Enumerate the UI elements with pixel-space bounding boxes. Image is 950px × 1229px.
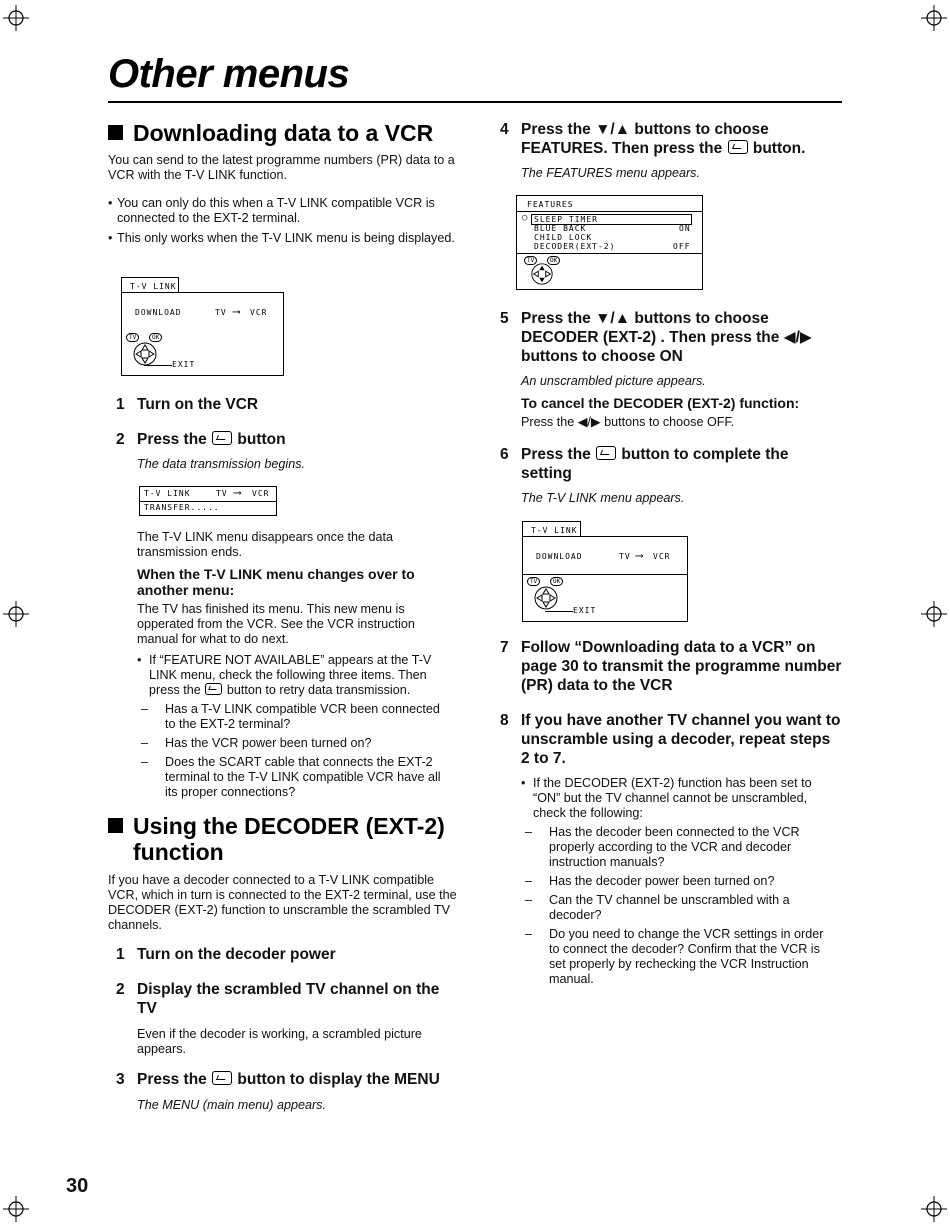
step-number: 2 — [116, 431, 125, 448]
intro-text: You can send to the latest programme numbers (PR) data to a VCR with the T-V LINK function. — [108, 153, 455, 182]
step-5-choose-decoder — [500, 309, 842, 366]
registration-mark — [921, 601, 947, 627]
bullet-item: • This only works when the T-V LINK menu is being displayed. — [108, 231, 458, 246]
from-label: TV — [216, 489, 228, 498]
step-text: Press the ▼/▲ buttons to choose FEATURES. Then press the — [521, 121, 769, 157]
step-6-complete-setting — [500, 445, 842, 483]
from-label: TV — [619, 552, 631, 561]
to-label: VCR — [250, 308, 268, 317]
square-bullet-icon — [108, 125, 123, 140]
step-7-follow-download — [500, 638, 842, 695]
registration-mark — [3, 5, 29, 31]
menu-body — [522, 526, 688, 622]
menu-item-sleep-timer: SLEEP TIMER — [534, 215, 598, 224]
tv-pill-icon: TV — [524, 256, 537, 265]
dpad-icon — [132, 341, 158, 367]
check-item: – Can the TV channel be unscrambled with a decoder? — [521, 893, 833, 923]
features-menu-screen — [516, 195, 703, 290]
check-item: – Has the decoder power been turned on? — [521, 874, 833, 889]
section-heading-decoder — [108, 813, 458, 865]
registration-mark — [921, 5, 947, 31]
feature-note — [137, 653, 451, 800]
title-divider — [108, 101, 842, 103]
dpad-icon — [533, 585, 559, 611]
step-3-display-menu — [116, 1070, 456, 1089]
bullet-item: • You can only do this when a T-V LINK compatible VCR is connected to the EXT-2 terminal. — [108, 196, 458, 226]
tv-link-menu-screen — [522, 521, 688, 622]
transfer-title: T-V LINK — [144, 489, 191, 498]
page-number: 30 — [66, 1175, 89, 1197]
note-text: button to retry data transmission. — [226, 683, 411, 697]
ok-button-icon — [728, 140, 748, 154]
cursor-icon: ○ — [522, 213, 529, 223]
bullet-list — [108, 196, 458, 246]
step-text: button — [237, 431, 286, 448]
step-1-turn-on-decoder — [116, 945, 456, 964]
step-text: Display the scrambled TV channel on the TV — [137, 981, 440, 1017]
decoder-intro: If you have a decoder connected to a T-V LINK compatible VCR, which in turn is connected to the EXT-2 terminal, use the DECODER (EXT-2) function to unscramble the scrambled TV channels. — [108, 873, 457, 932]
step-2-display-channel — [116, 980, 456, 1018]
menu-body — [121, 282, 284, 376]
arrow-right-icon: ⟶ — [234, 486, 242, 499]
check-item: – Do you need to change the VCR settings in order to connect the decoder? Confirm that the VCR is set properly by rechecking the VCR Instruction manual. — [521, 927, 833, 987]
check-item: – Has a T-V LINK compatible VCR been connected to the EXT-2 terminal? — [137, 702, 451, 732]
section-heading-text: Downloading data to a VCR — [133, 120, 434, 146]
step-number: 1 — [116, 396, 125, 413]
ok-pill-icon: OK — [550, 577, 563, 586]
arrow-right-icon: ⟶ — [233, 305, 241, 318]
menu-tab-label: T-V LINK — [531, 526, 578, 535]
transfer-end-text: The T-V LINK menu disappears once the data transmission ends. — [137, 530, 393, 559]
tv-pill-icon: TV — [527, 577, 540, 586]
tv-link-menu-screen — [121, 277, 284, 376]
step-number: 7 — [500, 639, 509, 656]
registration-mark — [921, 1196, 947, 1222]
step-4-choose-features — [500, 120, 842, 158]
step-note: The T-V LINK menu appears. — [521, 491, 685, 505]
step-text: button. — [752, 140, 806, 157]
section-heading-downloading — [108, 120, 458, 146]
note-text: If “FEATURE NOT AVAILABLE” appears at the T-V LINK menu, check the following three items. Then press the — [149, 653, 432, 697]
ok-pill-icon: OK — [149, 333, 162, 342]
registration-mark — [3, 1196, 29, 1222]
menu-item-child-lock: CHILD LOCK — [534, 233, 593, 242]
menu-item-value: OFF — [673, 242, 691, 251]
exit-label: EXIT — [172, 360, 196, 369]
ok-button-icon — [212, 431, 232, 445]
step-text: Press the — [137, 1071, 207, 1088]
step-number: 8 — [500, 712, 509, 729]
step-note: An unscrambled picture appears. — [521, 374, 706, 388]
step-2-press-button — [116, 430, 456, 449]
step-text: button to complete the setting — [521, 446, 789, 482]
check-item: – Has the VCR power been turned on? — [137, 736, 451, 751]
ok-button-icon — [205, 683, 222, 695]
step-text: If you have another TV channel you want to unscramble using a decoder, repeat steps 2 to 7. — [521, 712, 841, 767]
step-note: Even if the decoder is working, a scrambled picture appears. — [137, 1027, 422, 1056]
step-number: 1 — [116, 946, 125, 963]
step-text: Turn on the VCR — [137, 396, 259, 413]
sub-heading: When the T-V LINK menu changes over to another menu: — [137, 566, 415, 598]
exit-line — [144, 365, 172, 366]
exit-line — [545, 611, 573, 612]
step-number: 4 — [500, 121, 509, 138]
download-label: DOWNLOAD — [135, 308, 182, 317]
menu-tab-label: T-V LINK — [130, 282, 177, 291]
section-heading-text: Using the DECODER (EXT-2) — [133, 813, 445, 839]
divider — [517, 253, 702, 254]
menu-item-blue-back: BLUE BACK — [534, 224, 587, 233]
step-text: button to display the MENU — [237, 1071, 440, 1088]
divider — [140, 501, 276, 502]
ok-button-icon — [596, 446, 616, 460]
section-heading-text: function — [133, 839, 224, 865]
menu-item-value: ON — [679, 224, 691, 233]
divider — [523, 574, 687, 575]
ok-pill-icon: OK — [547, 256, 560, 265]
transfer-screen — [139, 486, 277, 516]
step-text: Press the ▼/▲ buttons to choose DECODER (EXT-2) . Then press the ◀/▶ buttons to choose ON — [521, 310, 812, 365]
check-item: – Does the SCART cable that connects the EXT-2 terminal to the T-V LINK compatible VCR have all its proper connections? — [137, 755, 451, 800]
square-bullet-icon — [108, 818, 123, 833]
registration-mark — [3, 601, 29, 627]
arrow-right-icon: ⟶ — [636, 549, 644, 562]
dpad-icon — [530, 262, 554, 286]
cancel-text: Press the ◀/▶ buttons to choose OFF. — [521, 415, 735, 429]
features-title: FEATURES — [527, 200, 574, 209]
page-title: Other menus — [108, 52, 350, 96]
step-note: The data transmission begins. — [137, 457, 306, 471]
step-number: 6 — [500, 446, 509, 463]
step-text: Press the — [521, 446, 591, 463]
check-item: – Has the decoder been connected to the VCR properly according to the VCR and decoder instruction manuals? — [521, 825, 833, 870]
step-text: Turn on the decoder power — [137, 946, 336, 963]
step-8-repeat — [500, 711, 842, 768]
step-1-turn-on-vcr — [116, 395, 456, 414]
step-text: Press the — [137, 431, 207, 448]
step-number: 2 — [116, 981, 125, 998]
to-label: VCR — [653, 552, 671, 561]
cancel-heading: To cancel the DECODER (EXT-2) function: — [521, 395, 800, 411]
decoder-note — [521, 776, 833, 987]
ok-button-icon — [212, 1071, 232, 1085]
tv-pill-icon: TV — [126, 333, 139, 342]
download-label: DOWNLOAD — [536, 552, 583, 561]
menu-item-decoder: DECODER(EXT-2) — [534, 242, 616, 251]
to-label: VCR — [252, 489, 270, 498]
step-note: The MENU (main menu) appears. — [137, 1098, 326, 1112]
from-label: TV — [215, 308, 227, 317]
sub-text: The TV has finished its menu. This new menu is opperated from the VCR. See the VCR instruction manual for what to do next. — [137, 602, 415, 646]
exit-label: EXIT — [573, 606, 597, 615]
divider — [517, 211, 702, 212]
step-number: 3 — [116, 1071, 125, 1088]
step-text: Follow “Downloading data to a VCR” on page 30 to transmit the programme number (PR) data to the VCR — [521, 639, 842, 694]
note-text: • If the DECODER (EXT-2) function has been set to “ON” but the TV channel cannot be unscrambled, check the following: — [521, 776, 833, 821]
step-note: The FEATURES menu appears. — [521, 166, 700, 180]
step-number: 5 — [500, 310, 509, 327]
transfer-status: TRANSFER..... — [144, 503, 220, 512]
